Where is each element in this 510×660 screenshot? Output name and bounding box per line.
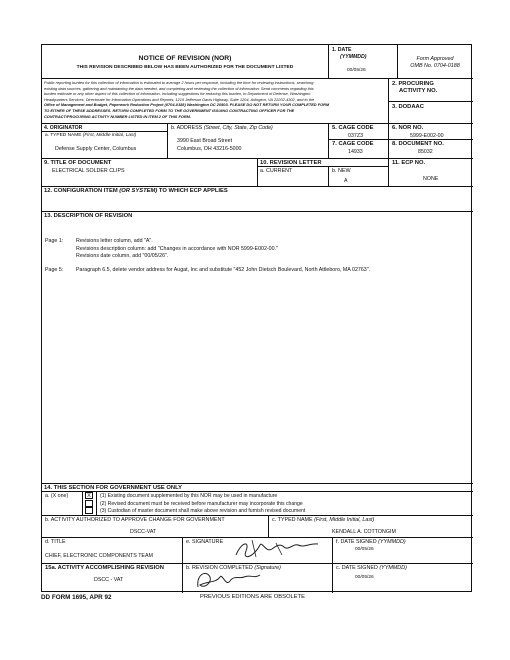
ecp-no-value: NONE (423, 176, 439, 182)
revision-letter-label: 10. REVISION LETTER (260, 160, 322, 166)
omb-number: OMB No. 0704-0188 (410, 63, 460, 69)
page1-revisions: Revisions letter column, add "A". Revisions description column: add "Changes in accordance with NOR 5999-E002-00." Revisions date column, add "00/05/26". (76, 238, 278, 260)
ecp-no-label: 11. ECP NO. (392, 160, 426, 166)
previous-editions-obsolete: PREVIOUS EDITIONS ARE OBSOLETE (200, 594, 306, 600)
page5-revision: Paragraph 6.5, delete vendor address for Augat, Inc and substitute "452 John Dietsch Boulevard, North Attleboro, MA 02763". (76, 267, 371, 273)
option-1-text: (1) Existing document supplemented by this NOR may be used in manufacture (100, 493, 278, 499)
description-label: 13. DESCRIPTION OF REVISION (44, 213, 133, 219)
date-signed-15c-value: 00/05/26 (355, 575, 374, 580)
signature-label: e. SIGNATURE (186, 539, 224, 545)
nor-no-value: 5999-E002-00 (410, 133, 444, 139)
signature-1 (232, 537, 322, 561)
date-signed-label: f. DATE SIGNED (YYMMDD) (336, 539, 406, 545)
current-label: a. CURRENT (260, 168, 293, 174)
title-label: d. TITLE (45, 539, 66, 545)
burden-statement: Public reporting burden for this collection of information is estimated to average 2 hours per response, including the time for reviewing instructions, searching existing data sources, gathering and maintaining the data needed, and completing and reviewing the collection of information. Send comments regarding this burden estimate or any other aspect of this collection of information, including suggestions for reducing this burden, to Department of Defense, Washington Headquarters Services, Directorate for Information Operations and Reports, 1215 Jefferson Davis Highway, Suite 1204, Arlington, VA 22202-4302, and to the Office of Management and Budget, Paperwork Reduction Project (0704-0188) Washington DC 20503. PLEASE DO NOT RETURN YOUR COMPLETED FORM TO EITHER OF THESE ADDRESSES. RETURN COMPLETED FORM TO THE GOVERNMENT ISSUING CONTRACTING OFFICER FOR THE CONTRACT/PROCURING ACTIVITY NUMBER LISTED IN ITEM 2 OF THIS FORM. (44, 80, 330, 119)
configuration-item-label: 12. CONFIGURATION ITEM (OR SYSTEM) TO WHICH ECP APPLIES (44, 188, 228, 194)
option-2-checkbox[interactable] (85, 500, 93, 507)
option-3-checkbox[interactable] (85, 507, 93, 514)
option-3-text: (3) Custodian of master document shall make above revision and furnish revised document (100, 508, 306, 514)
title-of-document-label: 9. TITLE OF DOCUMENT (44, 160, 112, 166)
date-label: 1. DATE (332, 47, 352, 53)
cage-code-7-label: 7. CAGE CODE (332, 141, 374, 147)
authorized-activity-label: b. ACTIVITY AUTHORIZED TO APPROVE CHANGE FOR GOVERNMENT (45, 517, 225, 523)
address-label: b. ADDRESS (Street, City, State, Zip Code) (171, 125, 273, 131)
typed-name-value-gov: KENDALL A. COTTONGIM (332, 529, 396, 535)
signature-2 (192, 565, 262, 593)
option-2-text: (2) Revised document must be received before manufacturer may incorporate this change (100, 500, 303, 507)
title-of-document-value: ELECTRICAL SOLDER CLIPS (52, 168, 125, 174)
nor-no-label: 6. NOR NO. (392, 125, 424, 131)
address-line-1: 3990 East Broad Street (177, 138, 233, 144)
typed-name-label: a. TYPED NAME (First, Middle Initial, Last) (45, 133, 137, 138)
page1-label: Page 1: (45, 238, 64, 244)
form-title: NOTICE OF REVISION (NOR) (138, 55, 232, 62)
new-label: b. NEW (332, 168, 351, 174)
procuring-label: 2. PROCURING (392, 81, 434, 87)
form-subtitle: THIS REVISION DESCRIBED BELOW HAS BEEN AUTHORIZED FOR THE DOCUMENT LISTED (76, 65, 294, 70)
nor-form (41, 44, 472, 592)
cage-code-7-value: 14933 (348, 149, 363, 155)
activity-accomplishing-value: DSCC - VAT (94, 577, 124, 583)
activity-accomplishing-label: 15a. ACTIVITY ACCOMPLISHING REVISION (45, 565, 164, 571)
date-signed-15c-label: c. DATE SIGNED (YYMMDD) (336, 565, 407, 571)
document-no-label: 8. DOCUMENT NO. (392, 141, 444, 147)
date-signed-value: 00/05/26 (355, 547, 374, 552)
form-approved: Form Approved (416, 56, 454, 62)
cage-code-5-value: 037Z3 (348, 133, 364, 139)
date-value: 00/05/26 (347, 68, 366, 73)
new-revision-value: A (344, 178, 348, 184)
x-one-label: a. (X one) (45, 493, 69, 499)
gov-use-label: 14. THIS SECTION FOR GOVERNMENT USE ONLY (44, 485, 182, 491)
procuring-label-2: ACTIVITY NO. (399, 88, 438, 94)
authorized-activity-value: DSCC-VAT (130, 529, 157, 535)
address-line-2: Columbus, OH 43216-5000 (177, 146, 242, 152)
document-no-value: 85032 (418, 149, 433, 155)
option-1-checkbox[interactable]: X (85, 492, 93, 499)
cage-code-5-label: 5. CAGE CODE (332, 125, 374, 131)
page5-label: Page 5: (45, 267, 64, 273)
revision-completed-label: b. REVISION COMPLETED (Signature) (186, 565, 281, 571)
originator-name: Defense Supply Center, Columbus (55, 146, 137, 152)
dodaac-label: 3. DODAAC (392, 104, 424, 110)
date-format: (YYMMDD) (340, 54, 367, 60)
title-value: CHIEF, ELECTRONIC COMPONENTS TEAM (45, 553, 153, 559)
form-id: DD FORM 1695, APR 92 (41, 594, 112, 601)
typed-name-label-gov: c. TYPED NAME (First, Middle Initial, Last) (272, 517, 375, 523)
originator-label: 4. ORIGINATOR (44, 125, 83, 131)
